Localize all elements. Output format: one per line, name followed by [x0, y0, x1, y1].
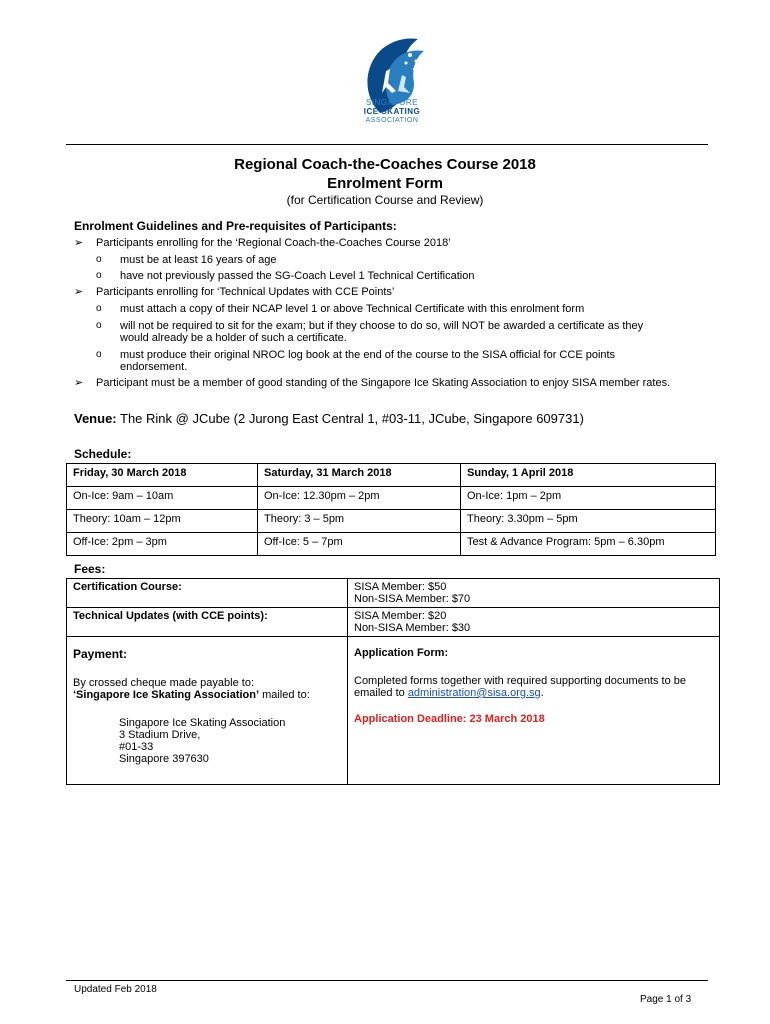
- page-subtitle: Enrolment Form: [327, 175, 443, 192]
- schedule-cell: Test & Advance Program: 5pm – 6.30pm: [461, 533, 716, 556]
- logo-text-singapore: SINGAPORE: [365, 98, 419, 107]
- schedule-cell: On-Ice: 1pm – 2pm: [461, 487, 716, 510]
- payment-payee: ‘Singapore Ice Skating Association’: [73, 689, 260, 701]
- payment-cell: [67, 637, 348, 785]
- venue: [74, 411, 584, 426]
- fee-value-cell: [348, 608, 720, 637]
- schedule-cell: Theory: 3 – 5pm: [258, 510, 461, 533]
- address-line: Singapore 397630: [119, 753, 209, 765]
- bullet-circle: o: [96, 270, 102, 281]
- fees-table: [66, 578, 720, 785]
- guideline-item: must attach a copy of their NCAP level 1 or above Technical Certificate with this enrolment form: [120, 303, 585, 315]
- bullet-circle: o: [96, 320, 102, 331]
- logo-text-association: ASSOCIATION: [365, 117, 419, 124]
- table-row: [67, 533, 716, 556]
- venue-text: The Rink @ JCube (2 Jurong East Central 1, #03-11, JCube, Singapore 609731): [120, 411, 584, 426]
- application-email-line: [354, 687, 713, 699]
- table-row: [67, 637, 720, 785]
- guideline-item: would already be a holder of such a certificate.: [120, 332, 347, 344]
- payment-line: By crossed cheque made payable to:: [73, 677, 255, 689]
- address-line: 3 Stadium Drive,: [119, 729, 201, 741]
- bullet-circle: o: [96, 349, 102, 360]
- bullet-arrow: ➢: [74, 377, 84, 389]
- schedule-header-cell: Friday, 30 March 2018: [67, 464, 258, 487]
- table-row: [67, 510, 716, 533]
- guideline-item: have not previously passed the SG-Coach Level 1 Technical Certification: [120, 270, 475, 282]
- schedule-header-cell: Sunday, 1 April 2018: [461, 464, 716, 487]
- table-row: [67, 464, 716, 487]
- application-heading: Application Form:: [354, 647, 449, 659]
- fee-member: SISA Member: $50: [354, 581, 447, 593]
- table-row: [67, 608, 720, 637]
- guideline-item: must be at least 16 years of age: [120, 254, 277, 266]
- footer-updated: Updated Feb 2018: [74, 984, 157, 995]
- page-note: (for Certification Course and Review): [286, 193, 484, 207]
- schedule-cell: Theory: 3.30pm – 5pm: [461, 510, 716, 533]
- address-line: #01-33: [119, 741, 154, 753]
- schedule-cell: Theory: 10am – 12pm: [67, 510, 258, 533]
- schedule-table: [66, 463, 716, 556]
- address-line: Singapore Ice Skating Association: [119, 717, 286, 729]
- application-text: .: [540, 687, 544, 699]
- guideline-item: Participants enrolling for the ‘Regional Coach-the-Coaches Course 2018’: [96, 237, 451, 249]
- table-row: [67, 579, 720, 608]
- application-deadline: Application Deadline: 23 March 2018: [354, 713, 545, 725]
- guidelines-heading: Enrolment Guidelines and Pre-requisites of Participants:: [74, 219, 397, 233]
- email-link[interactable]: administration@sisa.org.sg: [407, 687, 541, 699]
- application-cell: [348, 637, 720, 785]
- footer-divider: [66, 980, 708, 981]
- venue-label: Venue:: [74, 411, 117, 426]
- fees-heading: Fees:: [74, 562, 106, 576]
- logo-text-ice-skating: ICE SKATING: [363, 107, 421, 116]
- fee-nonmember: Non-SISA Member: $30: [354, 622, 471, 634]
- guideline-item: must produce their original NROC log book at the end of the course to the SISA official for CCE points: [120, 349, 616, 361]
- guideline-item: endorsement.: [120, 361, 188, 373]
- schedule-cell: Off-Ice: 5 – 7pm: [258, 533, 461, 556]
- fee-value-cell: [348, 579, 720, 608]
- bullet-arrow: ➢: [74, 237, 84, 249]
- fee-label-cell: Technical Updates (with CCE points):: [67, 608, 348, 637]
- fee-label-cell: Certification Course:: [67, 579, 348, 608]
- bullet-arrow: ➢: [74, 286, 84, 298]
- schedule-header-cell: Saturday, 31 March 2018: [258, 464, 461, 487]
- payment-heading: Payment:: [73, 647, 128, 661]
- guideline-item: Participants enrolling for ‘Technical Updates with CCE Points’: [96, 286, 395, 298]
- fee-member: SISA Member: $20: [354, 610, 447, 622]
- bullet-circle: o: [96, 254, 102, 265]
- footer-page-number: Page 1 of 3: [640, 994, 692, 1005]
- schedule-cell: On-Ice: 12.30pm – 2pm: [258, 487, 461, 510]
- fee-nonmember: Non-SISA Member: $70: [354, 593, 471, 605]
- table-row: [67, 487, 716, 510]
- schedule-cell: Off-Ice: 2pm – 3pm: [67, 533, 258, 556]
- payment-address: [119, 717, 341, 765]
- guideline-item: Participant must be a member of good standing of the Singapore Ice Skating Association to enjoy SISA member rates.: [96, 377, 671, 389]
- payment-payee-line: [73, 689, 341, 701]
- guideline-item: will not be required to sit for the exam; but if they choose to do so, will NOT be awarded a certificate as they: [120, 320, 644, 332]
- schedule-cell: On-Ice: 9am – 10am: [67, 487, 258, 510]
- page-title: Regional Coach-the-Coaches Course 2018: [234, 156, 536, 173]
- payment-mailed: mailed to:: [259, 689, 310, 701]
- application-line: Completed forms together with required supporting documents to be: [354, 675, 687, 687]
- header-divider: [66, 144, 708, 145]
- application-text: emailed to: [354, 687, 408, 699]
- schedule-heading: Schedule:: [74, 447, 132, 461]
- bullet-circle: o: [96, 303, 102, 314]
